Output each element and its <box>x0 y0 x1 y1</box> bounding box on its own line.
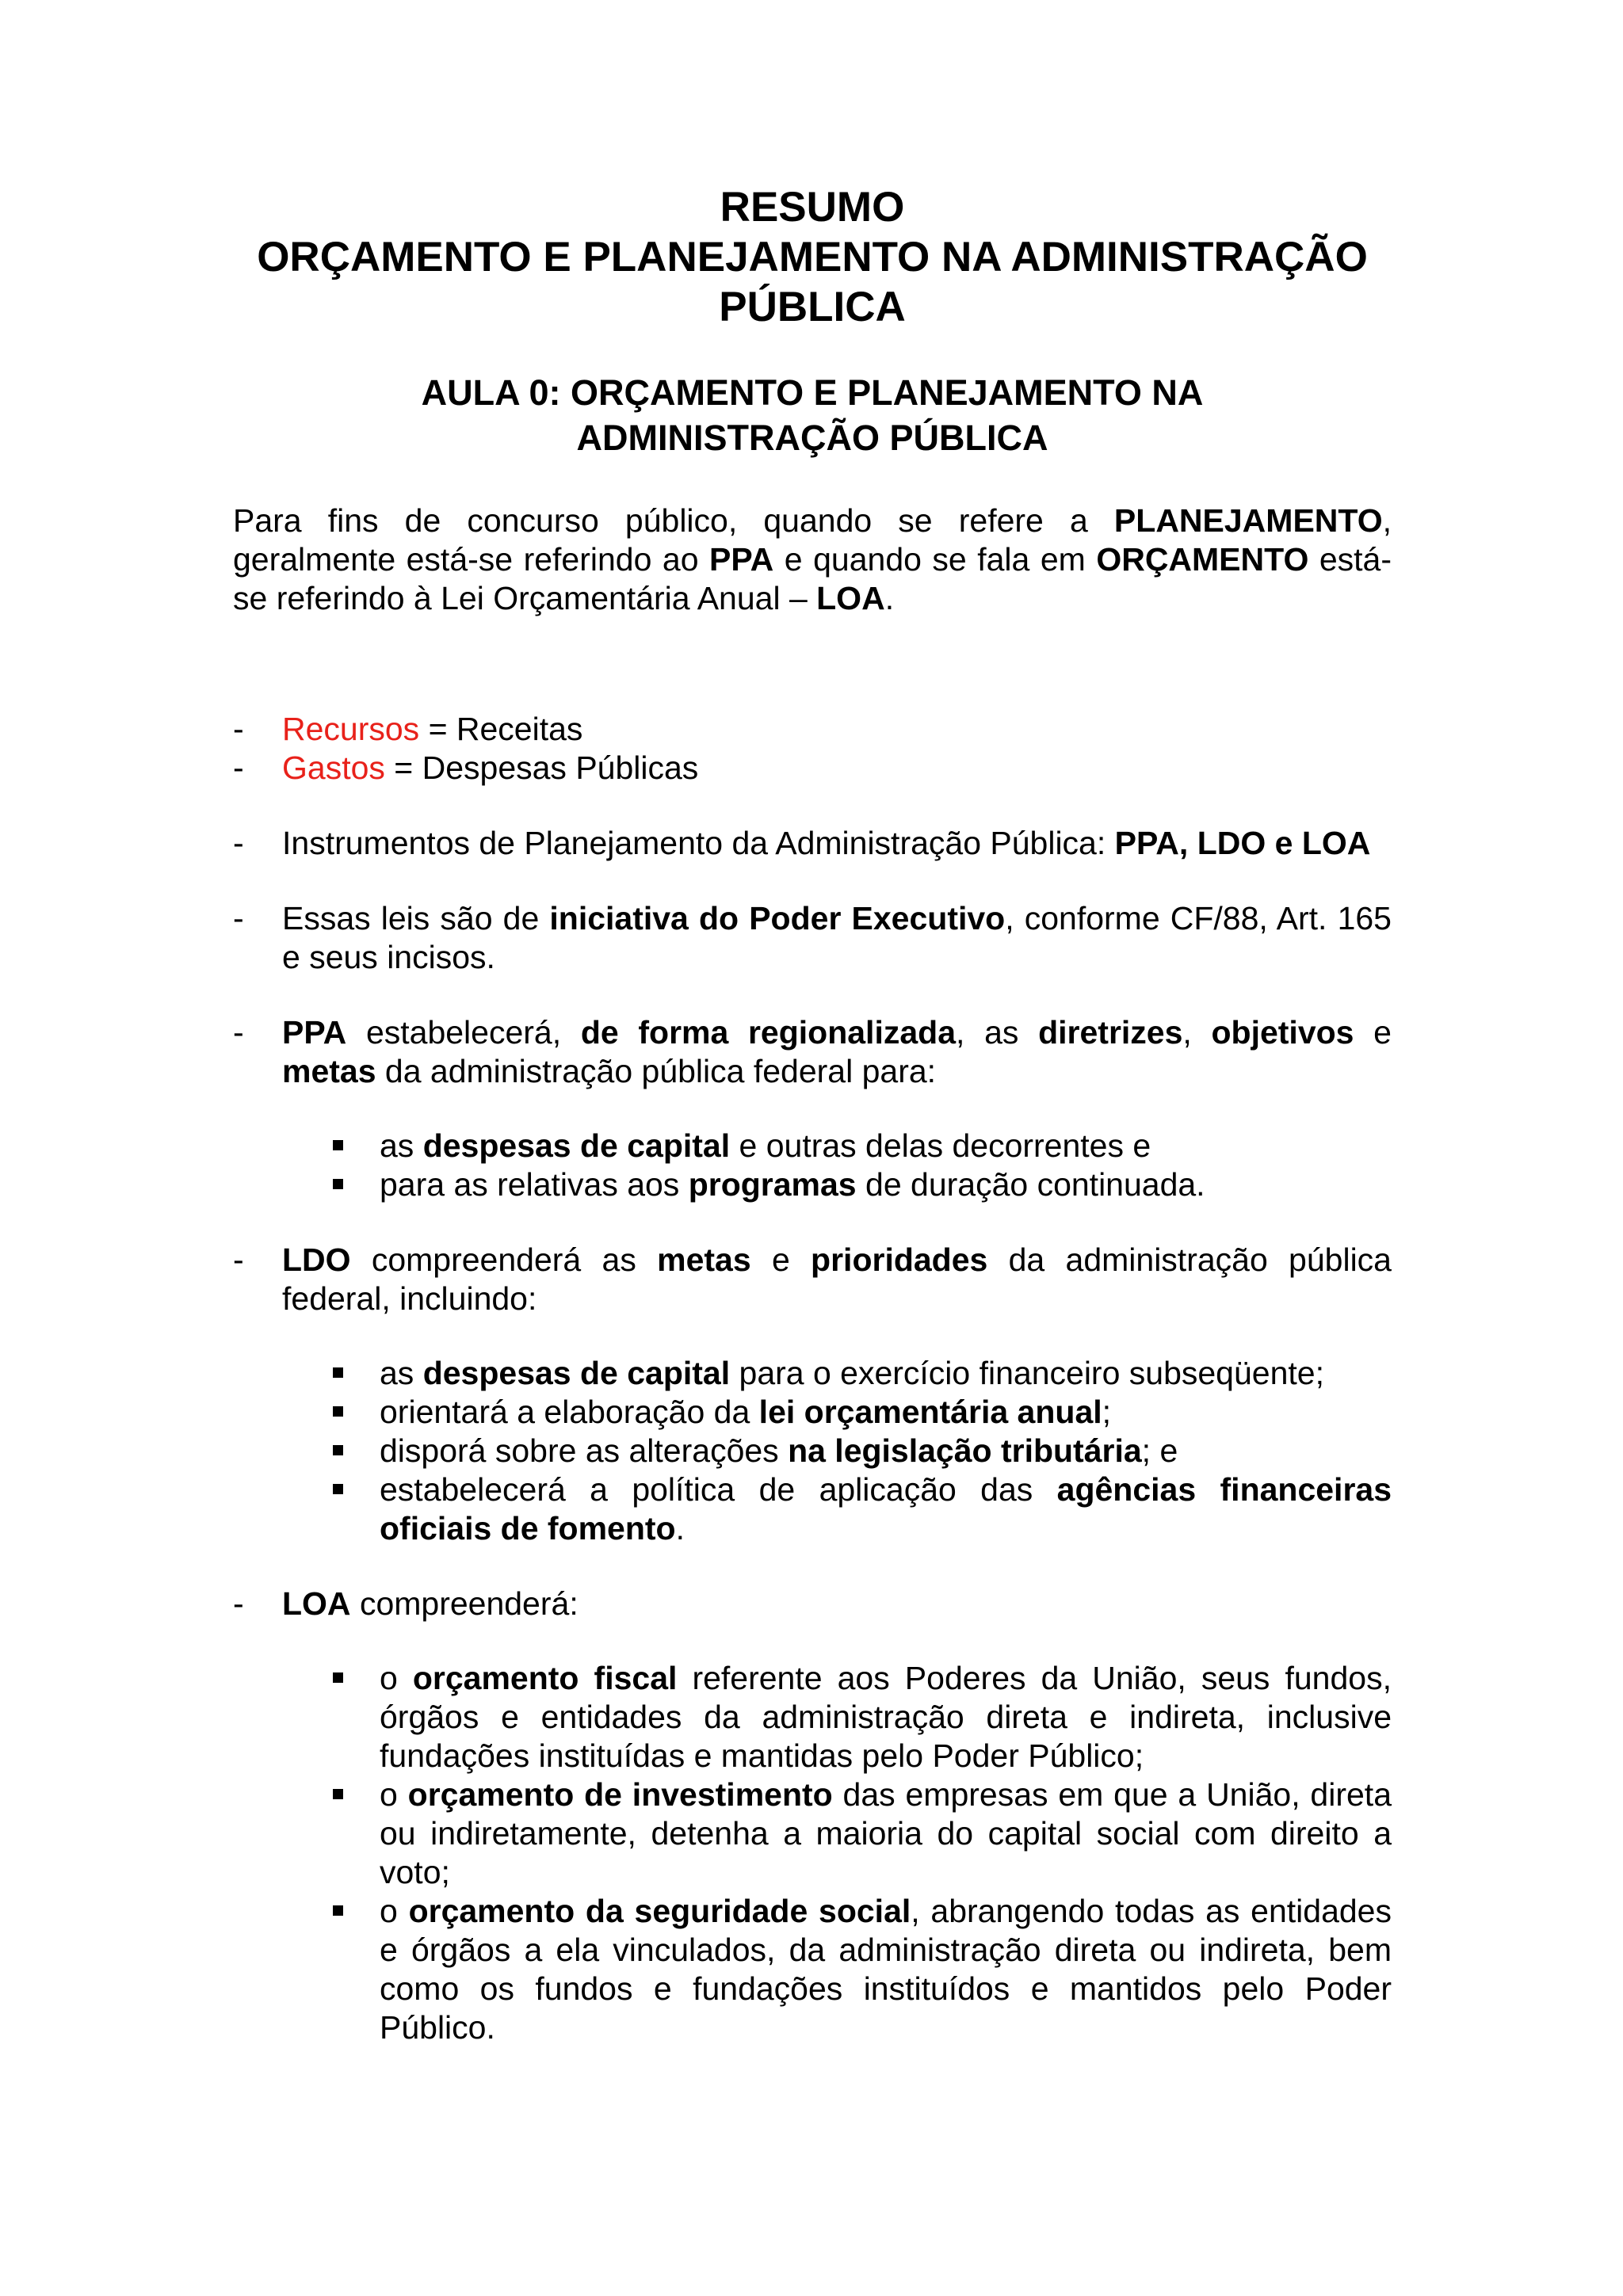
square-bullet-icon <box>333 1672 343 1683</box>
ppa-bullet-list <box>233 1127 1392 1204</box>
loa-item: - LOA compreenderá: <box>233 1585 579 1622</box>
square-bullet-icon <box>333 1179 343 1189</box>
dash-marker: - <box>233 900 244 936</box>
square-bullet-icon <box>333 1367 343 1378</box>
dash-marker: - <box>233 1014 244 1051</box>
gastos-item: - Gastos = Despesas Públicas <box>233 749 699 786</box>
title-line-3: PÚBLICA <box>719 284 906 330</box>
recursos-term: Recursos <box>282 711 420 747</box>
title-line-1: RESUMO <box>720 184 905 231</box>
list-item: as despesas de capital para o exercício financeiro subseqüente; <box>233 1354 1392 1393</box>
list-item: orientará a elaboração da lei orçamentária anual; <box>233 1393 1392 1432</box>
subtitle-line-1: AULA 0: ORÇAMENTO E PLANEJAMENTO NA <box>421 372 1204 413</box>
document-title <box>233 182 1392 332</box>
dash-marker: - <box>233 749 244 786</box>
square-bullet-icon <box>333 1484 343 1494</box>
document-content <box>233 182 1392 2047</box>
list-item: disporá sobre as alterações na legislação tributária; e <box>233 1432 1392 1470</box>
ldo-bullet-list <box>233 1354 1392 1548</box>
title-line-2: ORÇAMENTO E PLANEJAMENTO NA ADMINISTRAÇÃO <box>257 234 1368 280</box>
square-bullet-icon <box>333 1406 343 1417</box>
loa-bullet-list <box>233 1659 1392 2047</box>
square-bullet-icon <box>333 1789 343 1799</box>
ppa-item: - PPA estabelecerá, de forma regionalizada, as diretrizes, objetivos e metas da administração pública federal para: <box>233 1014 1392 1089</box>
list-item: para as relativas aos programas de duração continuada. <box>233 1165 1392 1204</box>
subtitle-line-2: ADMINISTRAÇÃO PÚBLICA <box>576 418 1048 458</box>
gastos-term: Gastos <box>282 749 385 786</box>
list-item: as despesas de capital e outras delas decorrentes e <box>233 1127 1392 1165</box>
square-bullet-icon <box>333 1445 343 1455</box>
lesson-subtitle <box>233 370 1392 460</box>
dash-marker: - <box>233 825 244 861</box>
list-item: o orçamento fiscal referente aos Poderes da União, seus fundos, órgãos e entidades da administração direta e indireta, inclusive fundações instituídas e mantidas pelo Poder Público; <box>233 1659 1392 1775</box>
instrumentos-item: - Instrumentos de Planejamento da Administração Pública: PPA, LDO e LOA <box>233 825 1371 861</box>
square-bullet-icon <box>333 1140 343 1150</box>
list-item: o orçamento de investimento das empresas em que a União, direta ou indiretamente, detenha a maioria do capital social com direito a voto; <box>233 1775 1392 1892</box>
recursos-item: - Recursos = Receitas <box>233 711 583 747</box>
list-item: estabelecerá a política de aplicação das agências financeiras oficiais de fomento. <box>233 1470 1392 1548</box>
dash-marker: - <box>233 1241 244 1278</box>
intro-paragraph: Para fins de concurso público, quando se refere a PLANEJAMENTO, geralmente está-se referindo ao PPA e quando se fala em ORÇAMENTO está-se referindo à Lei Orçamentária Anual – LOA. <box>233 502 1392 616</box>
dash-marker: - <box>233 1585 244 1622</box>
leis-item: - Essas leis são de iniciativa do Poder Executivo, conforme CF/88, Art. 165 e seus incisos. <box>233 900 1392 975</box>
list-item: o orçamento da seguridade social, abrangendo todas as entidades e órgãos a ela vinculados, da administração direta ou indireta, bem como os fundos e fundações instituídos e mantidos pelo Poder Público. <box>233 1892 1392 2047</box>
dash-marker: - <box>233 711 244 747</box>
ldo-item: - LDO compreenderá as metas e prioridades da administração pública federal, incluindo: <box>233 1241 1392 1317</box>
square-bullet-icon <box>333 1905 343 1916</box>
